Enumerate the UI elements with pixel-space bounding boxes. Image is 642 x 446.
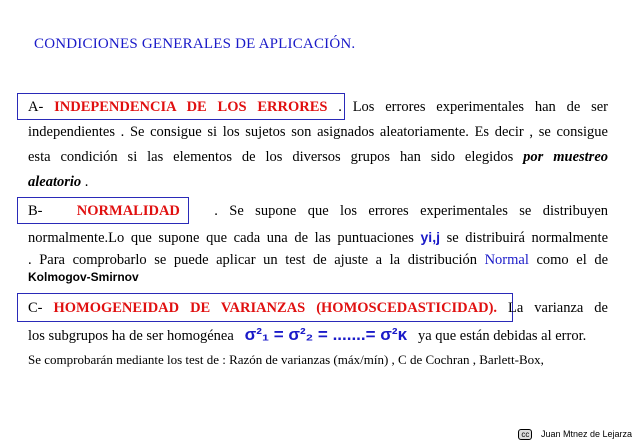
section-c-line2-text: los subgrupos ha de ser homogénea — [28, 328, 234, 344]
section-a-emphasis: por muestreo — [523, 149, 609, 165]
section-b-line2 — [28, 228, 608, 247]
author-credit: Juan Mtnez de Lejarza — [540, 429, 632, 439]
section-b-line3 — [28, 251, 608, 269]
section-a-emphasis-2: aleatorio — [28, 174, 82, 190]
kolmogorov-test: Kolmogov-Smirnov — [28, 270, 139, 284]
section-b-line2-text: normalmente.Lo que supone que cada una de las puntuaciones — [28, 230, 414, 246]
section-c-line2 — [28, 326, 608, 345]
section-b-line3-text: . Para comprobarlo se puede aplicar un test de ajuste a la distribución — [28, 252, 477, 268]
section-c-line1 — [28, 299, 608, 317]
y-ij-symbol: yi,j — [420, 229, 440, 245]
variance-formula: σ²₁ = σ²₂ = .......= σ²κ — [244, 325, 408, 344]
section-a-line2: independientes . Se consigue si los sujetos son asignados aleatoriamente. Es decir , se consigue — [28, 124, 608, 140]
section-a-line4 — [28, 173, 608, 191]
section-b-line1-text: . Se supone que los errores experimentales se distribuyen — [214, 203, 609, 219]
section-c-label: C- — [28, 300, 43, 316]
section-c-line1-text: La varianza de — [508, 300, 608, 316]
section-a-label: A- — [28, 99, 44, 115]
creative-commons-icon: cc — [518, 429, 532, 440]
section-b-line1 — [28, 202, 608, 220]
section-b-line3-end: como el de — [536, 252, 609, 268]
section-a-heading: INDEPENDENCIA DE LOS ERRORES — [54, 99, 328, 115]
section-a-line4-end: . — [84, 174, 89, 190]
section-a-line3-text: esta condición si las elementos de los diversos grupos han sido elegidos — [28, 149, 514, 165]
section-c-heading: HOMOGENEIDAD DE VARIANZAS (HOMOSCEDASTICIDAD). — [53, 300, 498, 316]
section-a-line1 — [28, 98, 608, 116]
section-b-label: B- — [28, 203, 43, 219]
section-b-line2-end: se distribuirá normalmente — [446, 230, 609, 246]
section-b-heading: NORMALIDAD — [76, 203, 180, 219]
section-a-line1-text: . Los errores experimentales han de ser — [338, 99, 609, 115]
footer — [518, 429, 632, 440]
page-title: CONDICIONES GENERALES DE APLICACIÓN. — [34, 36, 356, 52]
section-c-line2-end: ya que están debidas al error. — [417, 328, 587, 344]
section-a-line3 — [28, 148, 608, 166]
section-c-line3: Se comprobarán mediante los test de : Razón de varianzas (máx/mín) , C de Cochran , Barlett-Box, — [28, 352, 544, 367]
normal-link[interactable]: Normal — [484, 252, 529, 268]
